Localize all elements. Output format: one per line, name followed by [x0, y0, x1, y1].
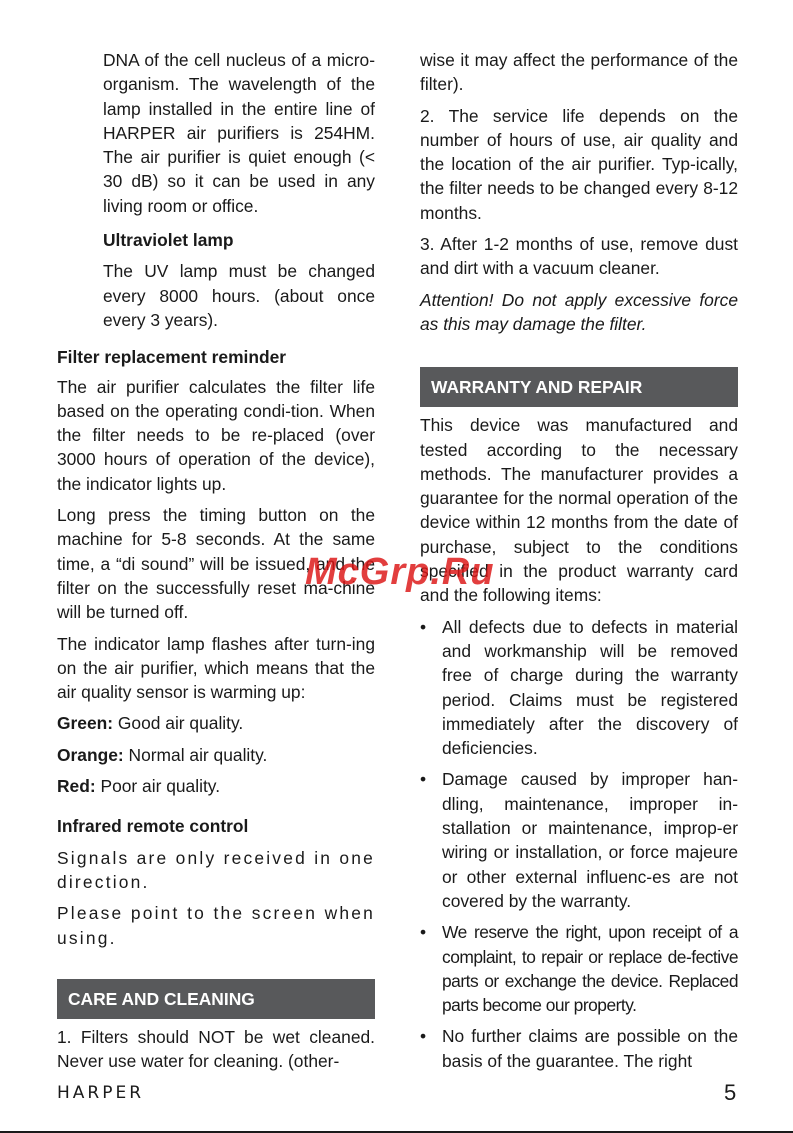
infrared-remote-heading: Infrared remote control — [57, 816, 249, 837]
warranty-p1: This device was manufactured and tested according to the necessary methods. The manufacturer provides a guarantee for the normal operation of the device within 12 months from the date of purchase, subject to the conditions specified in the product warranty card and the following items: — [420, 415, 738, 606]
list-item: • We reserve the right, upon receipt of a complaint, to repair or replace de-fective parts or exchange the device. Replaced parts become our property. — [420, 922, 738, 1016]
care-p1: 1. Filters should NOT be wet cleaned. Never use water for cleaning. (other- — [57, 1026, 375, 1072]
list-item: • All defects due to defects in material and workmanship will be removed free of charge during the warranty period. Claims must be registered immediately after the discovery of deficiencies. — [420, 616, 738, 759]
bullet-icon: • — [420, 616, 427, 637]
status-green — [57, 711, 375, 735]
bullet-icon: • — [420, 1026, 427, 1047]
status-orange-text: Normal air quality. — [123, 744, 268, 765]
harper-logo: HARPER — [57, 1083, 145, 1103]
warranty-repair-banner: WARRANTY AND REPAIR — [420, 367, 738, 407]
infrared-remote-p2: Please point to the screen when using. — [57, 903, 375, 948]
filter-reminder-p2: Long press the timing button on the machine for 5-8 seconds. At the same time, a “di sound” will be issued, and the filter on the successfully reset ma-chine will be turned off. — [57, 505, 375, 623]
filter-reminder-p1: The air purifier calculates the filter life based on the operating condi-tion. When the filter needs to be re-placed (over 3000 hours of operation of the device), the indicator lights up. — [57, 376, 375, 494]
care-continued: wise it may affect the performance of the filter). — [420, 50, 738, 95]
status-green-text: Good air quality. — [113, 713, 244, 734]
status-orange-label: Orange: — [57, 744, 124, 765]
status-green-label: Green: — [57, 713, 114, 734]
care-attention: Attention! Do not apply excessive force as this may damage the filter. — [420, 289, 738, 334]
filter-reminder-heading: Filter replacement reminder — [57, 347, 287, 368]
uv-lamp-heading: Ultraviolet lamp — [103, 230, 234, 251]
status-red-text: Poor air quality. — [95, 776, 221, 797]
list-item: • Damage caused by improper han-dling, maintenance, improper in-stallation or maintenance, improp-er wiring or installation, or force majeure or other external influenc-es are not covered by the warranty. — [420, 769, 738, 911]
page-number: 5 — [724, 1080, 737, 1105]
status-red — [57, 774, 375, 798]
bullet-icon: • — [420, 769, 427, 790]
filter-reminder-p3: The indicator lamp flashes after turn-ing on the air purifier, which means that the air quality sensor is warming up: — [57, 633, 375, 703]
uv-intro-text: DNA of the cell nucleus of a micro-organism. The wavelength of the lamp installed in the entire line of HARPER air purifiers is 254HM. The air purifier is quiet enough (< 30 dB) so it can be used in any living room or office. — [103, 50, 375, 216]
care-p2: 2. The service life depends on the number of hours of use, air quality and the location of the air purifier. Typ-ically, the filter needs to be changed every 8-12 months. — [420, 105, 738, 223]
care-p3: 3. After 1-2 months of use, remove dust and dirt with a vacuum cleaner. — [420, 234, 738, 279]
bullet-icon: • — [420, 922, 427, 943]
infrared-remote-p1: Signals are only received in one direction. — [57, 847, 375, 892]
list-item: • No further claims are possible on the basis of the guarantee. The right — [420, 1026, 738, 1071]
watermark: McGrp.Ru — [305, 551, 495, 593]
warranty-bullet-list — [420, 615, 738, 1073]
status-orange — [57, 743, 375, 767]
uv-lamp-text: The UV lamp must be changed every 8000 hours. (about once every 3 years). — [103, 261, 375, 330]
status-red-label: Red: — [57, 776, 96, 797]
care-cleaning-banner: CARE AND CLEANING — [57, 979, 375, 1019]
